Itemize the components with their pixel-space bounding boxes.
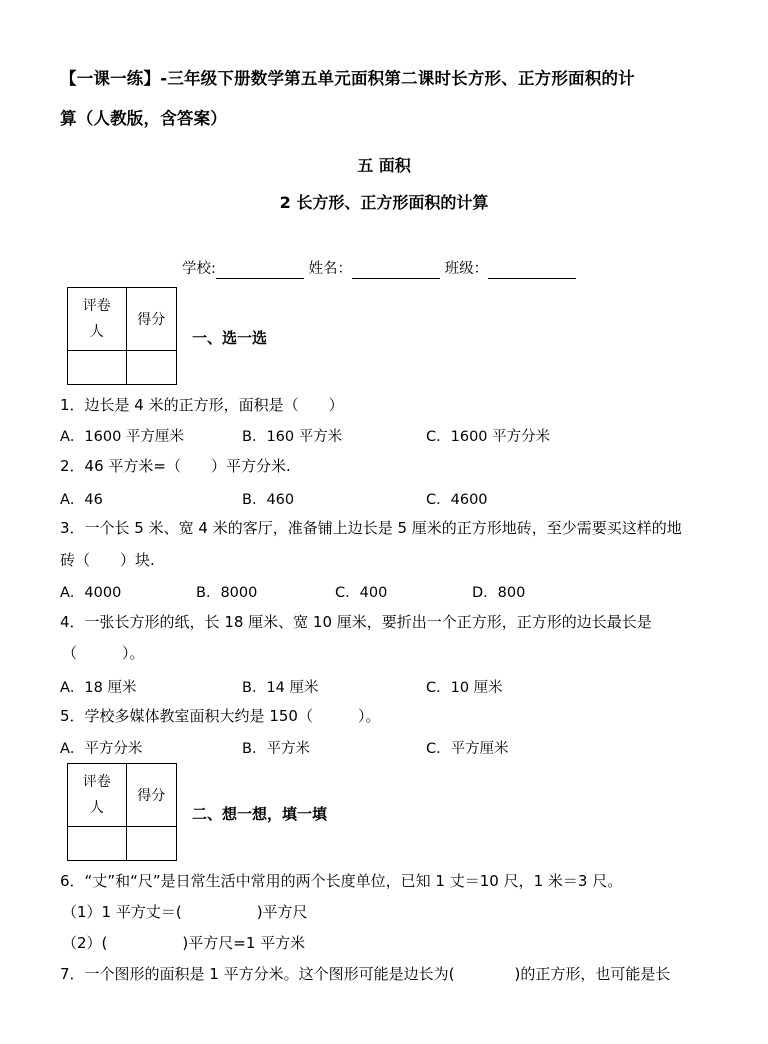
q1-option-b[interactable]: B．160 平方米 <box>242 429 343 445</box>
score-box-1 <box>67 287 177 385</box>
reviewer-cell <box>68 764 127 827</box>
q2-option-b[interactable]: B．460 <box>242 492 295 508</box>
q3-option-b[interactable]: B．8000 <box>196 585 258 601</box>
question-3-line-2: 砖（ ）块. <box>60 551 155 569</box>
school-blank[interactable] <box>216 278 304 279</box>
question-5: 5．学校多媒体教室面积大约是 150（ ）。 <box>60 707 381 725</box>
q3-option-a[interactable]: A．4000 <box>60 585 122 601</box>
score-label: 得分 <box>137 312 166 328</box>
question-7: 7．一个图形的面积是 1 平方分米。这个图形可能是边长为( )的正方形，也可能是长 <box>60 965 671 983</box>
class-label: 班级： <box>444 261 489 277</box>
reviewer-label: 评卷人 <box>82 298 111 340</box>
score-cell <box>126 288 176 351</box>
student-info-line <box>182 259 576 279</box>
school-label: 学校: <box>182 261 216 277</box>
name-label: 姓名： <box>308 261 352 277</box>
question-2: 2．46 平方米=（ ）平方分米. <box>60 457 291 475</box>
question-4-line-1: 4．一张长方形的纸，长 18 厘米、宽 10 厘米，要折出一个正方形，正方形的边长最长是 <box>60 613 652 631</box>
reviewer-input-cell[interactable] <box>68 827 127 861</box>
reviewer-input-cell[interactable] <box>68 351 127 385</box>
q1-option-a[interactable]: A．1600 平方厘米 <box>60 429 184 445</box>
q4-option-c[interactable]: C．10 厘米 <box>426 680 503 696</box>
score-cell <box>126 764 176 827</box>
q5-option-c[interactable]: C．平方厘米 <box>426 741 509 757</box>
name-blank[interactable] <box>352 278 440 279</box>
q4-option-b[interactable]: B．14 厘米 <box>242 680 319 696</box>
question-3-line-1: 3．一个长 5 米、宽 4 米的客厅，准备铺上边长是 5 厘米的正方形地砖，至少需要买这样的地 <box>60 519 682 537</box>
score-label: 得分 <box>137 788 166 804</box>
q3-option-d[interactable]: D．800 <box>472 585 526 601</box>
class-blank[interactable] <box>488 278 576 279</box>
document-title-line-2: 算（人教版，含答案） <box>60 109 227 128</box>
q1-option-c[interactable]: C．1600 平方分米 <box>426 429 551 445</box>
section-title-2: 二、想一想，填一填 <box>192 805 328 823</box>
document-title-line-1: 【一课一练】-三年级下册数学第五单元面积第二课时长方形、正方形面积的计 <box>60 69 635 88</box>
question-1: 1．边长是 4 米的正方形，面积是（ ） <box>60 396 344 414</box>
q5-option-a[interactable]: A．平方分米 <box>60 741 143 757</box>
lesson-heading: 2 长方形、正方形面积的计算 <box>279 193 489 212</box>
score-box-2 <box>67 763 177 861</box>
q2-option-a[interactable]: A．46 <box>60 492 103 508</box>
reviewer-cell <box>68 288 127 351</box>
q2-option-c[interactable]: C．4600 <box>426 492 488 508</box>
reviewer-label: 评卷人 <box>82 774 111 816</box>
score-input-cell[interactable] <box>126 351 176 385</box>
question-6: 6．“丈”和“尺”是日常生活中常用的两个长度单位，已知 1 丈＝10 尺，1 米＝3 尺。 <box>60 872 623 890</box>
question-4-line-2: （ ）。 <box>62 644 145 662</box>
question-6-sub-1: （1）1 平方丈＝( )平方尺 <box>62 903 308 921</box>
section-title-1: 一、选一选 <box>192 329 268 347</box>
unit-heading: 五 面积 <box>357 156 411 175</box>
question-6-sub-2: （2）( )平方尺=1 平方米 <box>62 934 306 952</box>
q5-option-b[interactable]: B．平方米 <box>242 741 310 757</box>
q3-option-c[interactable]: C．400 <box>335 585 388 601</box>
q4-option-a[interactable]: A．18 厘米 <box>60 680 137 696</box>
score-input-cell[interactable] <box>126 827 176 861</box>
